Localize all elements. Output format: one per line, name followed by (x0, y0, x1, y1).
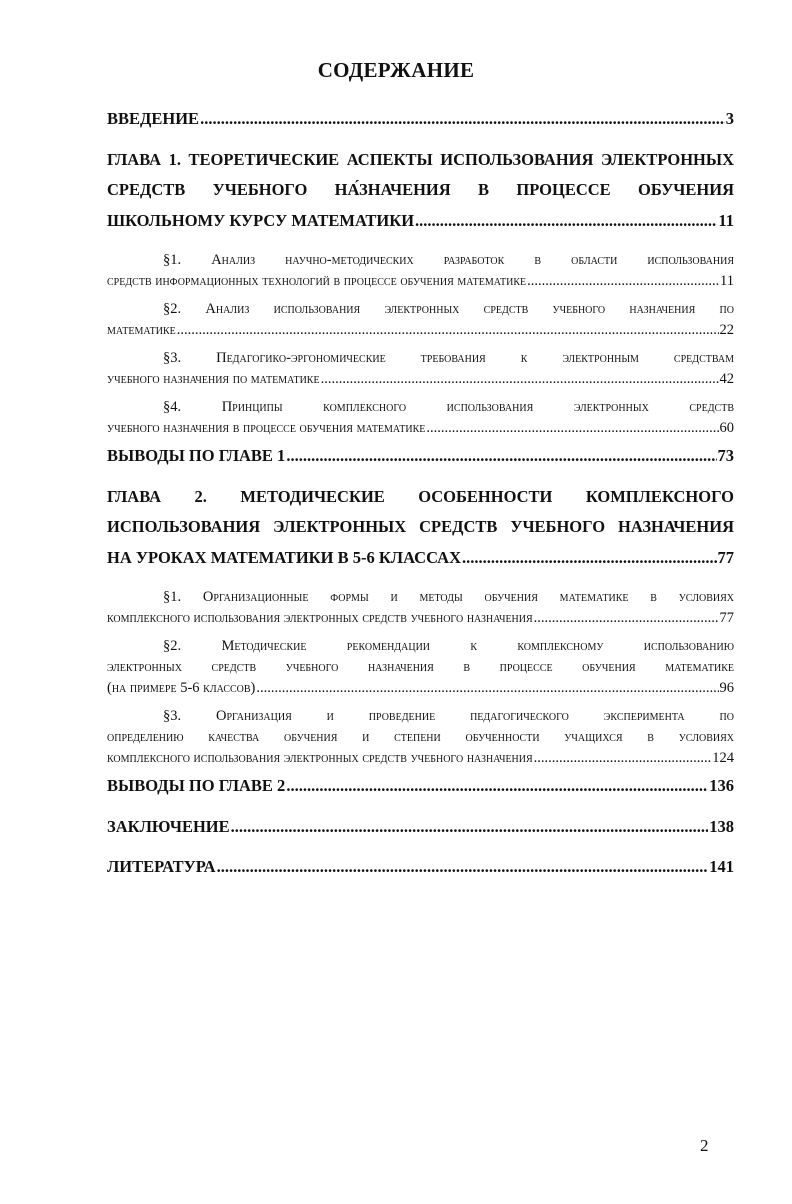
toc-entry-ch1-section-1[interactable] (107, 250, 734, 292)
section-title-line: учебного назначения по математике (107, 371, 320, 387)
section-title-line: §2. Методические рекомендации к комплексному использованию (163, 638, 734, 654)
chapter-title-line: СРЕДСТВ УЧЕБНОГО НА́ЗНАЧЕНИЯ В ПРОЦЕССЕ ОБУЧЕНИЯ (107, 180, 734, 199)
toc-entry-ch2-section-2[interactable] (107, 636, 734, 699)
section-title-line: §1. Анализ научно-методических разработок в области использования (163, 252, 734, 268)
chapter-title-line: ШКОЛЬНОМУ КУРСУ МАТЕМАТИКИ (107, 210, 415, 230)
page-ref: 124 (712, 750, 734, 766)
toc-entry-ch2-section-3[interactable] (107, 706, 734, 769)
section-title-line: средств информационных технологий в процессе обучения математике (107, 273, 527, 289)
table-of-contents (107, 104, 734, 893)
dot-leader (415, 206, 717, 237)
section-title-line: §3. Педагогико-эргономические требования к электронным средствам (163, 350, 734, 366)
page-ref: 141 (709, 857, 734, 876)
toc-entry-conclusions-1[interactable] (107, 441, 734, 472)
dot-leader (534, 748, 712, 769)
section-title-line: §4. Принципы комплексного использования электронных средств (163, 399, 734, 415)
dot-leader (177, 320, 719, 341)
dot-leader (286, 771, 708, 802)
toc-entry-literature[interactable] (107, 852, 734, 883)
section-title-line: §1. Организационные формы и методы обучения математике в условиях (163, 589, 734, 605)
page-ref: 136 (709, 776, 734, 795)
section-title-line: математике (107, 322, 176, 338)
entry-title: ЗАКЛЮЧЕНИЕ (107, 816, 230, 836)
section-title-line: (на примере 5-6 классов) (107, 680, 256, 696)
section-title-line: §2. Анализ использования электронных средств учебного назначения по (163, 301, 734, 317)
toc-entry-ch1-section-4[interactable] (107, 397, 734, 439)
toc-entry-ch2-section-1[interactable] (107, 587, 734, 629)
dot-leader (534, 608, 719, 629)
section-title-line: учебного назначения в процессе обучения математике (107, 420, 426, 436)
dot-leader (426, 418, 718, 439)
page-ref: 138 (709, 816, 734, 836)
toc-entry-conclusion[interactable] (107, 812, 734, 843)
entry-title: ЛИТЕРАТУРА (107, 857, 216, 876)
toc-entry-ch1-section-2[interactable] (107, 299, 734, 341)
page-ref: 22 (719, 322, 734, 338)
entry-title: ВВЕДЕНИЕ (107, 109, 200, 128)
dot-leader (286, 441, 716, 472)
chapter-title-line: ГЛАВА 2. МЕТОДИЧЕСКИЕ ОСОБЕННОСТИ КОМПЛЕКСНОГО (107, 486, 734, 506)
toc-entry-chapter-2[interactable] (107, 482, 734, 574)
toc-entry-intro[interactable] (107, 104, 734, 135)
section-title-line: электронных средств учебного назначения в процессе обучения математике (107, 659, 734, 675)
dot-leader (256, 678, 718, 699)
page-ref: 42 (719, 371, 734, 387)
page-ref: 96 (719, 680, 734, 696)
dot-leader (527, 271, 719, 292)
section-title-line: комплексного использования электронных средств учебного назначения (107, 610, 533, 626)
section-title-line: определению качества обучения и степени обученности учащихся в условиях (107, 729, 734, 745)
chapter-title-line: НА УРОКАХ МАТЕМАТИКИ В 5-6 КЛАССАХ (107, 547, 462, 567)
entry-title: ВЫВОДЫ ПО ГЛАВЕ 2 (107, 776, 286, 795)
toc-entry-conclusions-2[interactable] (107, 771, 734, 802)
section-title-line: комплексного использования электронных средств учебного назначения (107, 750, 533, 766)
page-ref: 73 (717, 446, 734, 465)
page-number: 2 (700, 1136, 709, 1155)
chapter-title-line: ГЛАВА 1. ТЕОРЕТИЧЕСКИЕ АСПЕКТЫ ИСПОЛЬЗОВАНИЯ ЭЛЕКТРОННЫХ (107, 149, 734, 169)
dot-leader (321, 369, 719, 390)
entry-title: ВЫВОДЫ ПО ГЛАВЕ 1 (107, 446, 286, 465)
chapter-title-line: ИСПОЛЬЗОВАНИЯ ЭЛЕКТРОННЫХ СРЕДСТВ УЧЕБНОГО НАЗНАЧЕНИЯ (107, 517, 734, 536)
dot-leader (217, 852, 709, 883)
page-ref: 60 (719, 420, 734, 436)
page-ref: 3 (725, 109, 734, 128)
dot-leader (231, 812, 709, 843)
section-title-line: §3. Организация и проведение педагогического эксперимента по (163, 708, 734, 724)
dot-leader (200, 104, 725, 135)
page-ref: 11 (720, 273, 734, 289)
page-ref: 11 (718, 210, 734, 230)
page-title: СОДЕРЖАНИЕ (317, 58, 475, 82)
toc-entry-chapter-1[interactable] (107, 145, 734, 237)
page-ref: 77 (717, 547, 734, 567)
toc-entry-ch1-section-3[interactable] (107, 348, 734, 390)
page-ref: 77 (719, 610, 734, 626)
dot-leader (462, 543, 716, 574)
